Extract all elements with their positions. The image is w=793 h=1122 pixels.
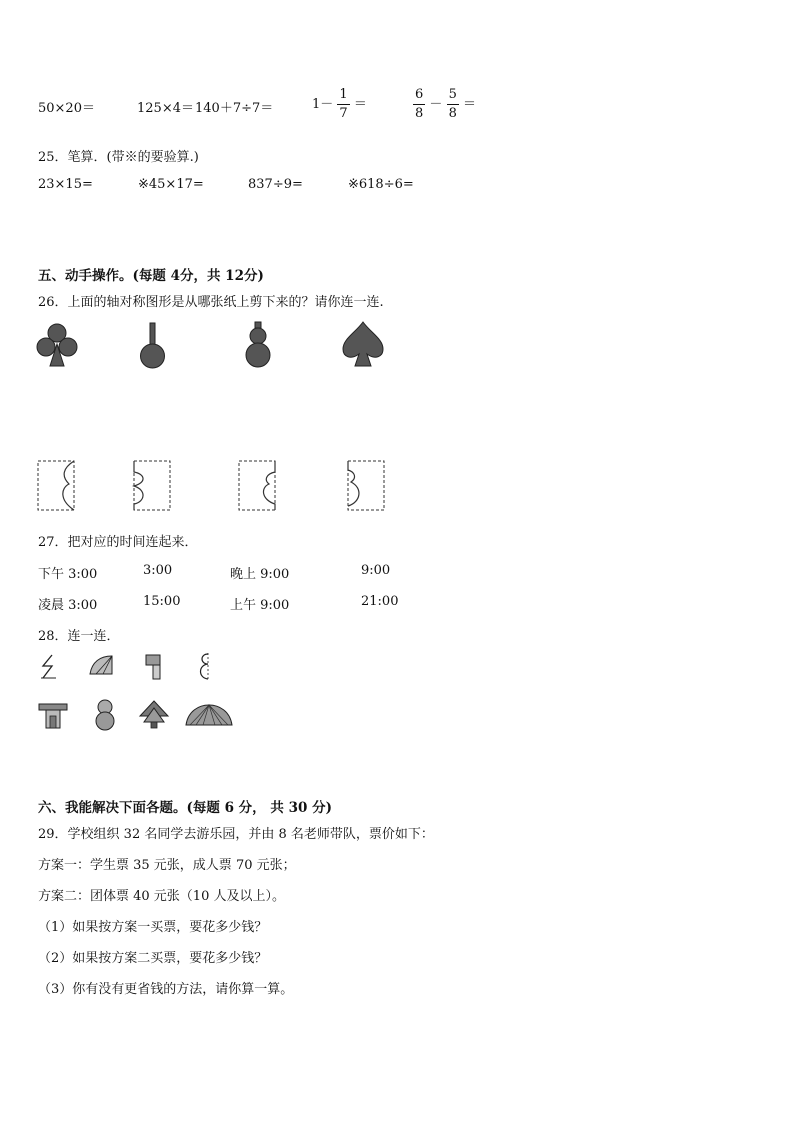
q27-r2-c1: 凌晨 3:00 bbox=[38, 598, 98, 613]
tree-icon bbox=[138, 700, 170, 730]
q28-title: 28．连一连． bbox=[38, 629, 120, 644]
q27-r1-c1: 下午 3:00 bbox=[38, 567, 98, 582]
q29-plan2: 方案二：团体票 40 元张（10 人及以上）。 bbox=[38, 889, 285, 904]
folded-paper-4 bbox=[347, 460, 387, 512]
club-shape bbox=[36, 322, 80, 370]
q27-title: 27．把对应的时间连起来． bbox=[38, 535, 198, 550]
q26-title: 26．上面的轴对称图形是从哪张纸上剪下来的？请你连一连. bbox=[38, 295, 384, 310]
half-mushroom-house-icon bbox=[144, 653, 164, 681]
q25-item-2: ※45×17= bbox=[138, 177, 204, 192]
half-umbrella-icon bbox=[88, 654, 114, 678]
fraction-5-8 bbox=[447, 86, 459, 123]
calc-equals: ＝ bbox=[353, 97, 367, 112]
q27-r1-c2: 3:00 bbox=[143, 563, 173, 578]
half-snowman-icon bbox=[196, 652, 212, 682]
q25-item-1: 23×15= bbox=[38, 177, 93, 192]
fraction-1-7 bbox=[337, 86, 349, 123]
gourd-ladle-shape bbox=[138, 322, 168, 370]
fraction-denominator: 8 bbox=[448, 106, 457, 121]
calc-140-plus: 140＋7÷7＝ bbox=[195, 101, 274, 116]
umbrella-icon bbox=[184, 703, 234, 729]
folded-paper-3 bbox=[238, 460, 278, 512]
q25-title: 25．笔算．(带※的要验算.) bbox=[38, 150, 199, 165]
folded-paper-1 bbox=[37, 460, 77, 512]
fraction-numerator: 6 bbox=[413, 86, 425, 105]
fraction-numerator: 5 bbox=[447, 86, 459, 105]
section6-heading: 六、我能解决下面各题。(每题 6 分， 共 30 分) bbox=[38, 800, 332, 816]
q29-plan1: 方案一：学生票 35 元张，成人票 70 元张； bbox=[38, 858, 296, 873]
half-zigzag-icon bbox=[40, 654, 58, 680]
calc-minus: － bbox=[429, 97, 443, 112]
q29-sub3: （3）你有没有更省钱的方法，请你算一算。 bbox=[38, 982, 294, 997]
q27-r1-c3: 晚上 9:00 bbox=[230, 567, 290, 582]
fraction-numerator: 1 bbox=[337, 86, 349, 105]
q27-r2-c4: 21:00 bbox=[361, 594, 399, 609]
q29-sub1: （1）如果按方案一买票，要花多少钱？ bbox=[38, 920, 268, 935]
section5-heading: 五、动手操作。(每题 4分，共 12分) bbox=[38, 268, 264, 284]
calc-fraction-2 bbox=[413, 86, 476, 123]
q29-title: 29．学校组织 32 名同学去游乐园，并由 8 名老师带队，票价如下： bbox=[38, 827, 434, 842]
fraction-6-8 bbox=[413, 86, 425, 123]
calc-125x4: 125×4＝ bbox=[137, 101, 194, 116]
spade-shape bbox=[341, 321, 385, 369]
calc-50x20: 50×20＝ bbox=[38, 101, 95, 116]
fraction-denominator: 7 bbox=[339, 106, 348, 121]
q25-item-3: 837÷9= bbox=[248, 177, 303, 192]
gourd-shape bbox=[243, 322, 273, 370]
q27-r1-c4: 9:00 bbox=[361, 563, 391, 578]
calc-fraction-1 bbox=[312, 86, 367, 123]
snowman-icon bbox=[93, 698, 117, 730]
house-icon bbox=[38, 700, 68, 730]
q25-item-4: ※618÷6= bbox=[348, 177, 414, 192]
q29-sub2: （2）如果按方案二买票，要花多少钱？ bbox=[38, 951, 268, 966]
fraction-denominator: 8 bbox=[415, 106, 424, 121]
folded-paper-2 bbox=[133, 460, 173, 512]
q27-r2-c3: 上午 9:00 bbox=[230, 598, 290, 613]
q27-r2-c2: 15:00 bbox=[143, 594, 181, 609]
calc-equals: ＝ bbox=[463, 97, 477, 112]
calc-prefix: 1－ bbox=[312, 97, 334, 112]
